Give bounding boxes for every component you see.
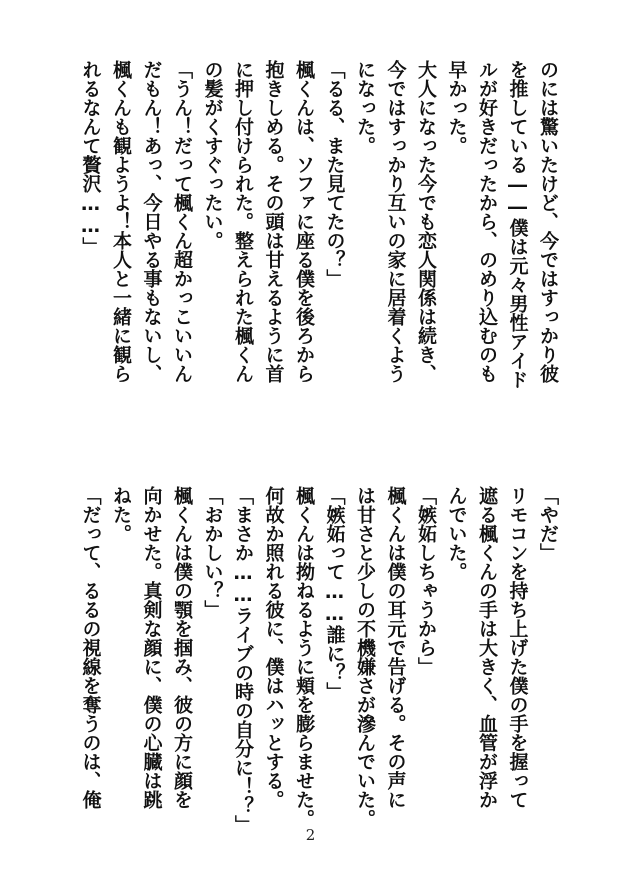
text-line: 楓くんは、ソファに座る僕を後ろから xyxy=(293,60,315,383)
text-line: のには驚いたけど、今ではすっかり彼 xyxy=(537,60,559,383)
text-line: 「嫉妬って……誰に？」 xyxy=(323,486,346,701)
text-line: 楓くんは僕の耳元で告げる。その声に xyxy=(384,486,407,809)
vertical-text-block-bottom xyxy=(75,486,563,846)
text-line: 「やだ」 xyxy=(537,486,559,562)
text-line: 楓くんは僕の顎を掴み、彼の方に顔を xyxy=(171,486,193,809)
text-line: んでいた。 xyxy=(445,486,468,581)
text-line: れるなんて贅沢……」 xyxy=(79,60,102,256)
text-line: 「だって、るるの視線を奪うのは、俺 xyxy=(79,486,102,809)
page-number: 2 xyxy=(305,826,316,844)
text-line: 早かった。 xyxy=(445,60,468,155)
text-line: ねた。 xyxy=(110,486,132,543)
text-line: は甘さと少しの不機嫌さが滲んでいた。 xyxy=(354,486,376,828)
text-line: 「嫉妬しちゃうから」 xyxy=(415,486,437,676)
text-line: 大人になった今でも恋人関係は続き、 xyxy=(415,60,437,383)
text-line: 「まさか……ライブの時の自分に！？」 xyxy=(232,486,254,834)
text-line: 楓くんも観ようよ！本人と一緒に観ら xyxy=(110,60,132,383)
text-line: に押し付けられた。整えられた楓くん xyxy=(232,60,254,383)
text-line: だもん！あっ、今日やる事もないし、 xyxy=(140,60,163,383)
text-line: 抱きしめる。その頭は甘えるように首 xyxy=(262,60,285,383)
text-line: 「るる、また見てたの？」 xyxy=(323,60,346,288)
text-line: 向かせた。真剣な顔に、僕の心臓は跳 xyxy=(140,486,163,809)
text-line: を推している――僕は元々男性アイド xyxy=(506,60,529,389)
text-line: 今ではすっかり互いの家に居着くよう xyxy=(384,60,407,383)
text-line: 「おかしい？」 xyxy=(201,486,224,619)
text-line: になった。 xyxy=(354,60,376,155)
vertical-text-block-top xyxy=(75,60,563,450)
text-line: 何故か照れる彼に、僕はハッとする。 xyxy=(262,486,285,809)
text-line: の髪がくすぐったい。 xyxy=(201,60,224,250)
text-line: 楓くんは拗ねるように頬を膨らませた。 xyxy=(293,486,315,828)
text-line: リモコンを持ち上げた僕の手を握って xyxy=(506,486,529,809)
text-line: 「うん！だって楓くん超かっこいいん xyxy=(171,60,193,383)
text-line: ルが好きだったから、のめり込むのも xyxy=(476,60,498,383)
text-line: 遮る楓くんの手は大きく、血管が浮か xyxy=(476,486,498,809)
